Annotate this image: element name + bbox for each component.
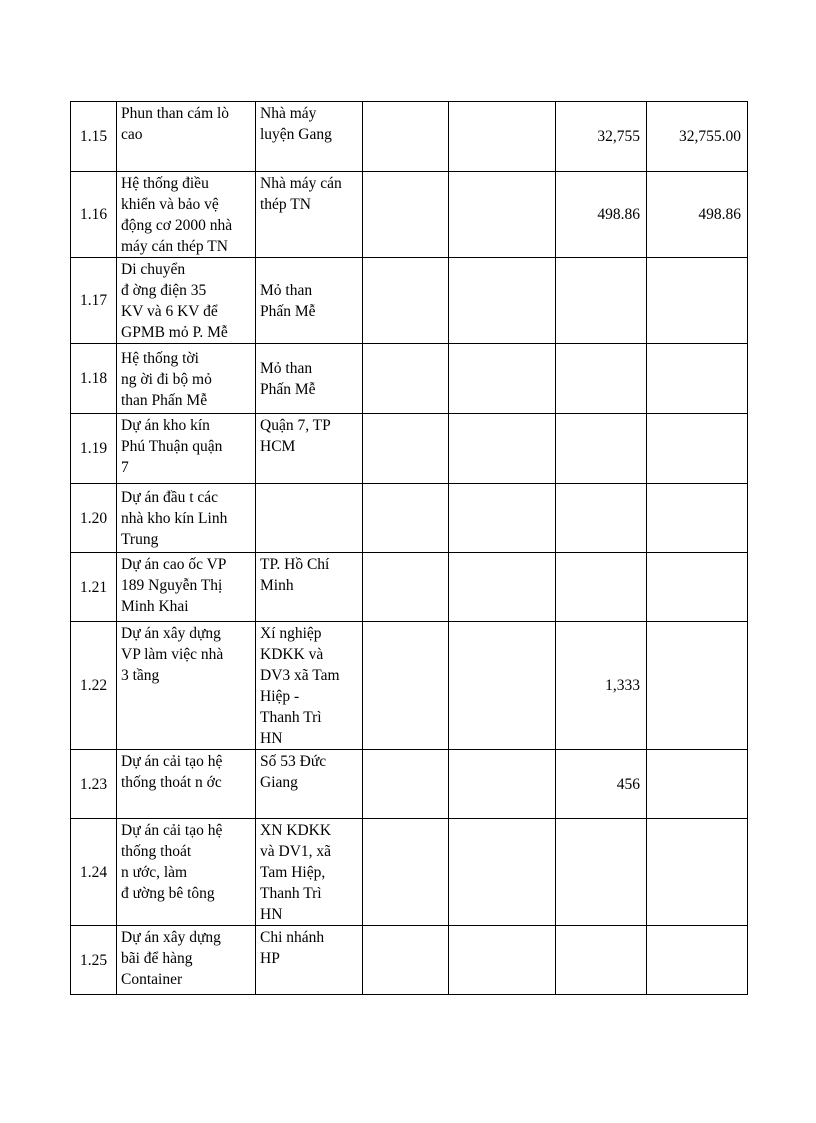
value-cell-col6 (556, 258, 647, 344)
table-row (71, 622, 748, 750)
project-name-cell: Dự án cao ốc VP 189 Nguyễn Thị Minh Khai (117, 553, 256, 622)
project-name-cell: Hệ thống tời ng ời đi bộ mỏ than Phấn Mễ (117, 344, 256, 414)
location-cell (256, 484, 363, 553)
table-row (71, 750, 748, 819)
value-cell-col4 (363, 926, 449, 995)
row-number-cell: 1.19 (71, 414, 117, 484)
location-cell: Nhà máy luyện Gang (256, 102, 363, 172)
value-cell-col5 (449, 102, 556, 172)
project-name-cell: Dự án cải tạo hệ thống thoát n ớc (117, 750, 256, 819)
row-number-cell: 1.16 (71, 172, 117, 258)
row-number-cell: 1.24 (71, 819, 117, 926)
project-name-cell: Hệ thống điều khiển và bảo vệ động cơ 2000 nhà máy cán thép TN (117, 172, 256, 258)
row-number-cell: 1.17 (71, 258, 117, 344)
location-cell: XN KDKK và DV1, xã Tam Hiệp, Thanh Trì HN (256, 819, 363, 926)
value-cell-col5 (449, 172, 556, 258)
table-row (71, 926, 748, 995)
value-cell-col4 (363, 484, 449, 553)
value-cell-col4 (363, 102, 449, 172)
value-cell-col5 (449, 750, 556, 819)
project-name-cell: Dự án xây dựng bãi để hàng Container (117, 926, 256, 995)
table-row (71, 553, 748, 622)
project-table-container (70, 101, 747, 995)
value-cell-col5 (449, 344, 556, 414)
row-number-cell: 1.18 (71, 344, 117, 414)
value-cell-col7 (647, 484, 748, 553)
table-row (71, 819, 748, 926)
value-cell-col4 (363, 258, 449, 344)
table-row (71, 414, 748, 484)
row-number-cell: 1.15 (71, 102, 117, 172)
value-cell-col7 (647, 926, 748, 995)
location-cell: TP. Hồ Chí Minh (256, 553, 363, 622)
value-cell-col6: 1,333 (556, 622, 647, 750)
location-cell: Số 53 Đức Giang (256, 750, 363, 819)
value-cell-col6 (556, 819, 647, 926)
value-cell-col4 (363, 622, 449, 750)
value-cell-col6: 456 (556, 750, 647, 819)
table-body (71, 102, 748, 995)
value-cell-col6: 32,755 (556, 102, 647, 172)
value-cell-col5 (449, 258, 556, 344)
value-cell-col5 (449, 414, 556, 484)
project-name-cell: Dự án đầu t các nhà kho kín Linh Trung (117, 484, 256, 553)
location-cell: Nhà máy cán thép TN (256, 172, 363, 258)
table-row (71, 102, 748, 172)
value-cell-col5 (449, 622, 556, 750)
value-cell-col7 (647, 344, 748, 414)
value-cell-col7 (647, 258, 748, 344)
value-cell-col7 (647, 750, 748, 819)
value-cell-col7 (647, 553, 748, 622)
location-cell: Mỏ than Phấn Mễ (256, 344, 363, 414)
location-cell: Xí nghiệp KDKK và DV3 xã Tam Hiệp - Thanh Trì HN (256, 622, 363, 750)
value-cell-col7: 32,755.00 (647, 102, 748, 172)
value-cell-col6 (556, 484, 647, 553)
value-cell-col5 (449, 484, 556, 553)
row-number-cell: 1.25 (71, 926, 117, 995)
location-cell: Chi nhánh HP (256, 926, 363, 995)
value-cell-col4 (363, 344, 449, 414)
row-number-cell: 1.20 (71, 484, 117, 553)
project-name-cell: Di chuyển đ ờng điện 35 KV và 6 KV để GPMB mỏ P. Mễ (117, 258, 256, 344)
table-row (71, 484, 748, 553)
row-number-cell: 1.21 (71, 553, 117, 622)
table-row (71, 344, 748, 414)
value-cell-col7 (647, 622, 748, 750)
value-cell-col5 (449, 553, 556, 622)
value-cell-col5 (449, 926, 556, 995)
location-cell: Quận 7, TP HCM (256, 414, 363, 484)
project-name-cell: Dự án xây dựng VP làm việc nhà 3 tầng (117, 622, 256, 750)
value-cell-col6 (556, 926, 647, 995)
value-cell-col5 (449, 819, 556, 926)
project-name-cell: Dự án kho kín Phú Thuận quận 7 (117, 414, 256, 484)
table-row (71, 258, 748, 344)
value-cell-col4 (363, 414, 449, 484)
project-table (70, 101, 748, 995)
table-row (71, 172, 748, 258)
value-cell-col4 (363, 172, 449, 258)
value-cell-col4 (363, 553, 449, 622)
value-cell-col6 (556, 553, 647, 622)
value-cell-col6: 498.86 (556, 172, 647, 258)
value-cell-col7: 498.86 (647, 172, 748, 258)
value-cell-col7 (647, 414, 748, 484)
row-number-cell: 1.23 (71, 750, 117, 819)
value-cell-col6 (556, 414, 647, 484)
location-cell: Mỏ than Phấn Mễ (256, 258, 363, 344)
value-cell-col4 (363, 750, 449, 819)
value-cell-col4 (363, 819, 449, 926)
value-cell-col7 (647, 819, 748, 926)
project-name-cell: Dự án cải tạo hệ thống thoát n ước, làm đ ường bê tông (117, 819, 256, 926)
project-name-cell: Phun than cám lò cao (117, 102, 256, 172)
row-number-cell: 1.22 (71, 622, 117, 750)
value-cell-col6 (556, 344, 647, 414)
